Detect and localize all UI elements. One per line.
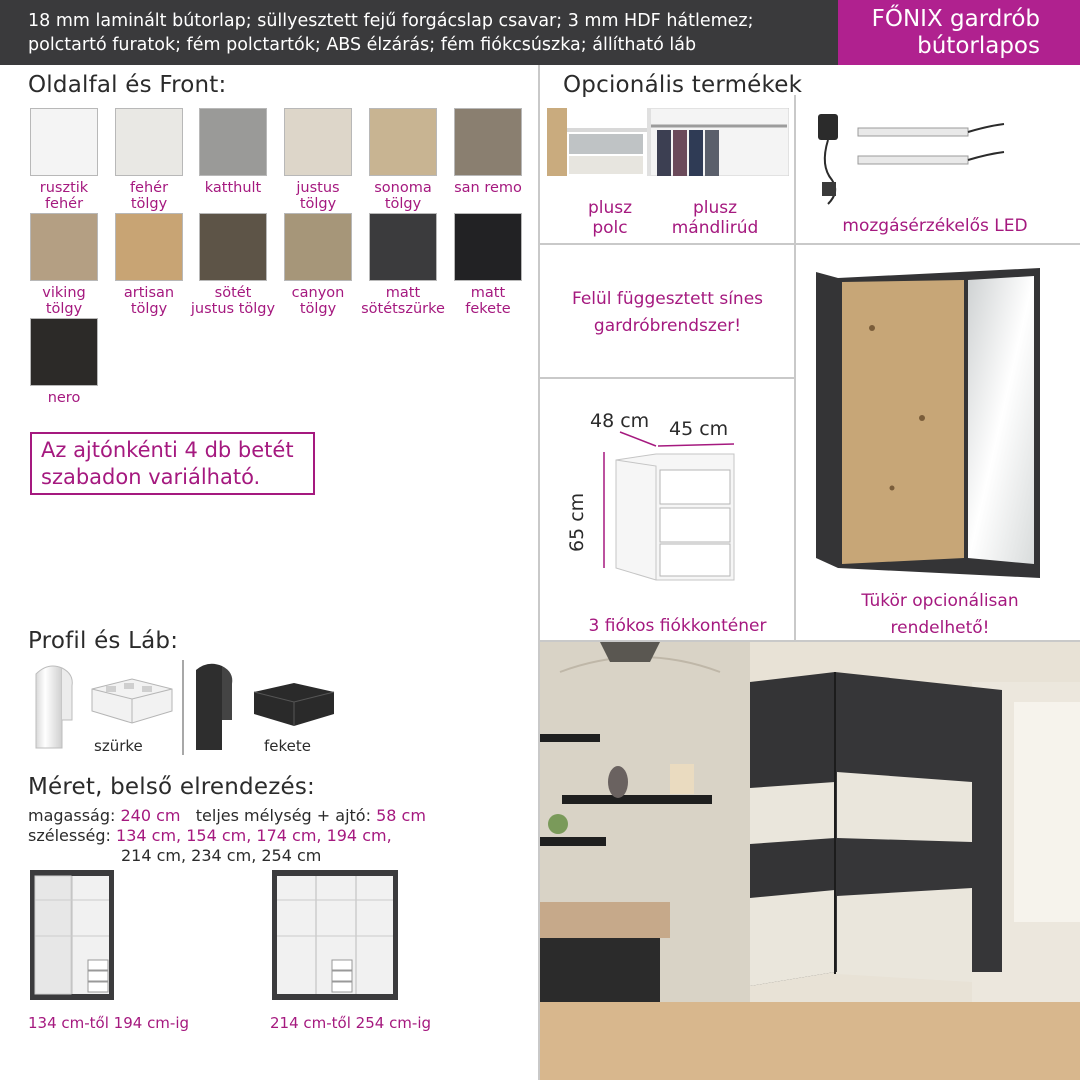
swatch-label — [188, 285, 278, 317]
width-values-2: 214 cm, 234 cm, 254 cm — [121, 846, 322, 865]
dim-width: 45 cm — [669, 418, 729, 440]
rail-line-1: Felül függesztett sínes — [571, 289, 764, 309]
depth-label: teljes mélység + ajtó: — [195, 806, 371, 825]
shelf-line-2: polc — [592, 218, 628, 238]
swatch-label-line-1: san remo — [454, 180, 522, 196]
swatch-label — [188, 180, 278, 196]
grey-profile-image — [28, 660, 88, 752]
depth-value: 58 cm — [376, 806, 426, 825]
swatch-label — [273, 285, 363, 317]
swatch-label — [19, 285, 109, 317]
spec-line-1: 18 mm laminált bútorlap; süllyesztett fejű forgácslap csavar; 3 mm HDF hátlemez; — [28, 11, 754, 31]
swatch-label-line-1: matt — [470, 285, 506, 301]
swatch-label-line-2: tölgy — [384, 196, 422, 212]
brand-line-1: FŐNIX gardrób — [871, 6, 1040, 32]
swatch-label-line-1: sötét — [214, 285, 252, 301]
led-image — [810, 106, 1020, 210]
grey-foot-image — [88, 675, 176, 727]
drawer-label: 3 fiókos fiókkonténer — [588, 616, 767, 636]
swatch-label — [443, 285, 533, 317]
spec-line-2: polctartó furatok; fém polctartók; ABS élzárás; fém fiókcsúszka; állítható láb — [28, 35, 697, 55]
color-swatch — [284, 108, 352, 176]
swatch-label-line-2: tölgy — [45, 301, 83, 317]
swatch-label-line-1: artisan — [123, 285, 175, 301]
drawer-container-image — [596, 418, 742, 584]
rod-line-1: plusz — [692, 198, 738, 218]
black-foot-image — [250, 680, 338, 730]
color-swatch — [199, 213, 267, 281]
width-label: szélesség: — [28, 826, 111, 845]
rail-system-text — [545, 286, 790, 340]
swatch-label-line-1: rusztik — [39, 180, 89, 196]
swatch-label-line-1: sonoma — [374, 180, 432, 196]
grey-label: szürke — [94, 737, 143, 755]
brand-title — [838, 0, 1080, 65]
dim-height: 65 cm — [566, 492, 588, 552]
swatch-label-line-2: tölgy — [299, 196, 337, 212]
swatch-label — [19, 180, 109, 212]
profile-divider — [182, 660, 184, 755]
rod-label — [660, 198, 770, 238]
divider-opt-row1 — [540, 243, 1080, 245]
divider-opt-col — [794, 95, 796, 640]
color-swatch — [369, 213, 437, 281]
swatch-label-line-2: fekete — [465, 301, 511, 317]
large-wardrobe-diagram — [272, 870, 398, 1002]
color-swatch — [369, 108, 437, 176]
color-swatch — [115, 108, 183, 176]
swatch-label — [443, 180, 533, 196]
black-profile-image — [192, 660, 242, 752]
large-range-label: 214 cm-től 254 cm-ig — [270, 1014, 432, 1032]
swatch-label-line-2: sötétszürke — [361, 301, 445, 317]
color-swatch — [454, 213, 522, 281]
swatch-label-line-2: justus tölgy — [190, 301, 276, 317]
color-swatch — [30, 108, 98, 176]
color-swatch — [30, 213, 98, 281]
swatch-label-line-2: tölgy — [299, 301, 337, 317]
swatch-label-line-1: canyon — [291, 285, 345, 301]
divider-opt-row2 — [540, 377, 795, 379]
swatch-label-line-2: tölgy — [130, 301, 168, 317]
swatch-label — [358, 180, 448, 212]
small-wardrobe-diagram — [30, 870, 114, 1002]
color-swatch — [199, 108, 267, 176]
dim-depth: 48 cm — [590, 410, 650, 432]
swatch-label-line-1: justus — [296, 180, 340, 196]
height-row — [28, 806, 426, 826]
profile-title: Profil és Láb: — [28, 628, 179, 654]
mirror-line-2: rendelhető! — [890, 618, 990, 638]
brand-line-2: bútorlapos — [917, 33, 1040, 59]
note-line-1: Az ajtónkénti 4 db betét — [41, 438, 294, 462]
colors-title: Oldalfal és Front: — [28, 72, 227, 98]
black-label: fekete — [264, 737, 311, 755]
swatch-label-line-2: tölgy — [130, 196, 168, 212]
rail-line-2: gardróbrendszer! — [593, 316, 742, 336]
swatch-label-line-1: katthult — [204, 180, 262, 196]
rod-line-2: mándlirúd — [671, 218, 759, 238]
swatch-label-line-1: viking — [42, 285, 86, 301]
note-line-2: szabadon variálható. — [41, 465, 261, 489]
swatch-label-line-1: nero — [47, 390, 81, 406]
mirror-wardrobe-image — [812, 268, 1040, 578]
color-swatch — [454, 108, 522, 176]
color-swatch — [30, 318, 98, 386]
swatch-label — [358, 285, 448, 317]
color-swatch — [284, 213, 352, 281]
shelf-rod-image — [547, 108, 789, 176]
width-values-1: 134 cm, 154 cm, 174 cm, 194 cm, — [116, 826, 392, 845]
optional-title: Opcionális termékek — [563, 72, 803, 98]
swatch-label-line-1: fehér — [129, 180, 169, 196]
small-range-label: 134 cm-től 194 cm-ig — [28, 1014, 190, 1032]
spec-text — [28, 9, 828, 57]
shelf-line-1: plusz — [587, 198, 633, 218]
swatch-label-line-1: matt — [385, 285, 421, 301]
swatch-label — [19, 390, 109, 406]
size-title: Méret, belső elrendezés: — [28, 774, 315, 800]
height-value: 240 cm — [120, 806, 181, 825]
mirror-line-1: Tükör opcionálisan — [861, 591, 1019, 611]
led-label: mozgásérzékelős LED — [842, 216, 1028, 236]
width-row — [28, 826, 392, 846]
mirror-text — [800, 588, 1080, 642]
swatch-label — [273, 180, 363, 212]
room-photo — [540, 642, 1080, 1080]
color-swatch — [115, 213, 183, 281]
shelf-label — [575, 198, 645, 238]
swatch-label — [104, 285, 194, 317]
variability-note — [30, 432, 315, 495]
height-label: magasság: — [28, 806, 116, 825]
swatch-label — [104, 180, 194, 212]
swatch-label-line-2: fehér — [44, 196, 84, 212]
